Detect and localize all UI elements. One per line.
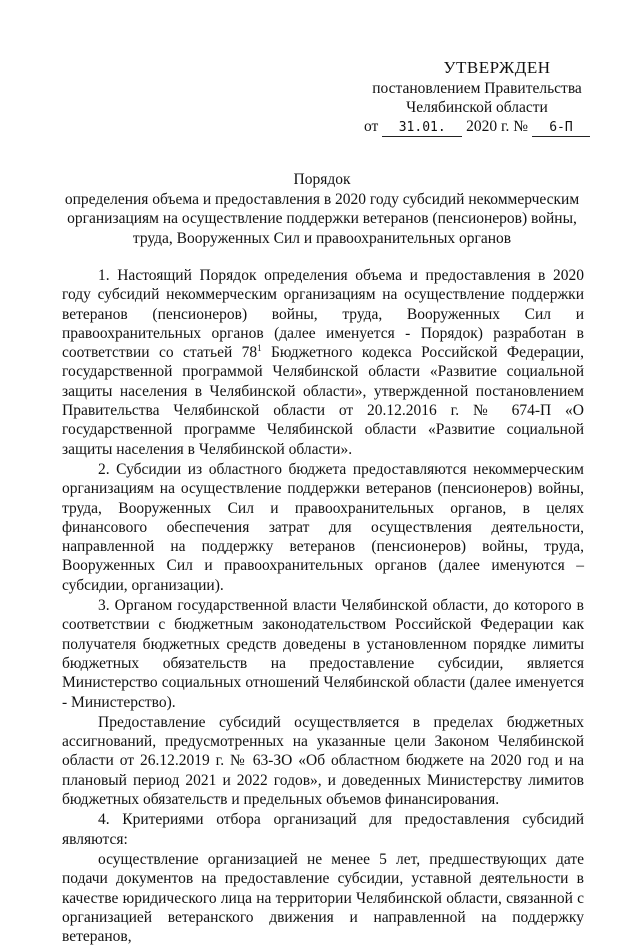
paragraph-5: 4. Критериями отбора организаций для предоставления субсидий являются: [62,811,584,848]
title-line-4: труда, Вооруженных Сил и правоохранительных органов [132,229,512,247]
paragraph-3: 3. Органом государственной власти Челябинской области, до которого в соответствии с бюджетным законодательством Российской Федерации как получателя бюджетных средств доведены в установленном порядке лимиты бюджетных обязательств на предоставление субсидии, является Министерство социальных отношений Челябинской области (далее именуется - Министерство). [62,597,584,711]
title-line-3: организациям на осуществление поддержки ветеранов (пенсионеров) войны, [67,210,577,227]
approval-stamp [362,58,592,137]
paragraph-1 [62,266,584,459]
document-title [52,170,592,248]
paragraph-6: осуществление организацией не менее 5 лет, предшествующих дате подачи документов на предоставление субсидии, уставной деятельности в качестве юридического лица на территории Челябинской области, связанной с организацией ветеранского движения и направленной на поддержку ветеранов, [62,850,584,946]
approval-date-value: 31.01. [382,120,462,137]
approval-line-1: постановлением Правительства [372,80,582,97]
paragraph-1-part-b: Бюджетного кодекса Российской Федерации, государственной программой Челябинской области «Развитие социальной защиты населения в Челябинской области», утвержденной постановлением Правительства Челябинской области от 20.12.2016 г. № 674-П «О государственной программе Челябинской области «Развитие социальной защиты населения в Челябинской области». [62,344,584,458]
title-line-2: определения объема и предоставления в 2020 году субсидий некоммерческим [64,190,580,208]
paragraph-2: 2. Субсидии из областного бюджета предоставляются некоммерческим организациям на осуществление поддержки ветеранов (пенсионеров) войны, труда, Вооруженных Сил и правоохранительных органов, в целях финансового обеспечения затрат для осуществления деятельности, направленной на поддержку ветеранов (пенсионеров) войны, труда, Вооруженных Сил и правоохранительных органов (далее именуются – субсидии, организации). [62,460,584,594]
document-body [62,266,584,946]
approval-heading: УТВЕРЖДЕН [443,58,551,77]
paragraph-4: Предоставление субсидий осуществляется в пределах бюджетных ассигнований, предусмотренных на указанные цели Законом Челябинской области от 26.12.2019 г. № 63-ЗО «Об областном бюджете на 2020 год и на плановый период 2021 и 2022 годов», и доведенных Министерству лимитов бюджетных обязательств и предельных объемов финансирования. [62,713,584,809]
approval-year-text: 2020 г. № [466,118,529,135]
approval-date-prefix: от [364,118,379,135]
paragraph-1-part-a: 1. Настоящий Порядок определения объема и предоставления в 2020 году субсидий некоммерческим организациям на осуществление поддержки ветеранов (пенсионеров) войны, труда, Вооруженных Сил и правоохранительных органов (далее именуется - Порядок) разработан в соответствии со статьей 78 [62,267,584,362]
title-line-1: Порядок [293,171,351,188]
approval-number-value: 6-П [532,120,590,137]
paragraph-1-superscript: 1 [257,343,262,354]
approval-line-2: Челябинской области [406,99,548,116]
approval-date-line [362,117,592,137]
